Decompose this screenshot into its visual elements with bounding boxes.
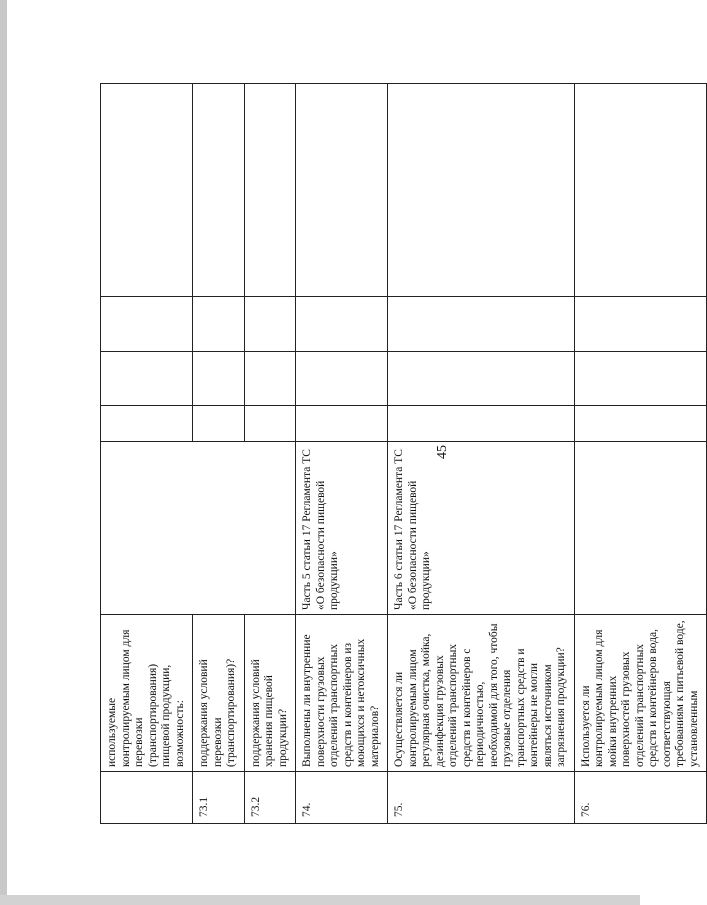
table-row (574, 84, 707, 824)
answer-cell-na (574, 297, 707, 352)
notes-cell (296, 84, 388, 297)
checklist-table-rotated (100, 84, 700, 824)
scan-edge-left (0, 0, 7, 905)
checklist-table-wrapper (100, 84, 700, 824)
answer-cell-no (193, 352, 245, 406)
answer-cell-na (388, 297, 575, 352)
answer-cell-yes (574, 406, 707, 442)
answer-cell-yes (193, 406, 245, 442)
answer-cell-na (244, 297, 296, 352)
answer-cell-no (388, 352, 575, 406)
answer-cell-yes (244, 406, 296, 442)
row-number: 73.1 (193, 772, 245, 824)
notes-cell (244, 84, 296, 297)
reference-text: Часть 5 статьи 17 Регламента ТС «О безопасности пищевой продукции» (296, 442, 388, 615)
table-row (101, 84, 193, 824)
answer-cell-na (101, 297, 193, 352)
row-number: 75. (388, 772, 575, 824)
notes-cell (101, 84, 193, 297)
answer-cell-no (101, 352, 193, 406)
notes-cell (193, 84, 245, 297)
table-row (388, 84, 575, 824)
answer-cell-na (193, 297, 245, 352)
question-text: Осуществляется ли контролируемым лицом регулярная очистка, мойка, дезинфекция грузовых отделений транспортных средств и контейнеров с периодичностью, необходимой для того, чтобы грузовые отделения транспортных средств и контейнеры не могли являться источником загрязнения продукции? (388, 615, 575, 772)
answer-cell-yes (388, 406, 575, 442)
row-number: 74. (296, 772, 388, 824)
row-number (101, 772, 193, 824)
question-text: поддержания условий перевозки (транспортирования)? (193, 615, 245, 772)
question-text: поддержания условий хранения пищевой продукции? (244, 615, 296, 772)
reference-text (101, 442, 296, 615)
reference-text: Часть 6 статьи 17 Регламента ТС «О безопасности пищевой продукции» (388, 442, 575, 615)
row-number: 76. (574, 772, 707, 824)
row-number: 73.2 (244, 772, 296, 824)
question-text: используемые контролируемым лицом для перевозки (транспортирования) пищевой продукции, возможность: (101, 615, 193, 772)
checklist-table (100, 83, 707, 824)
scan-edge-bottom (0, 895, 640, 905)
question-text: Выполнены ли внутренние поверхности грузовых отделений транспортных средств и контейнеров из моющихся и нетоксичных материалов? (296, 615, 388, 772)
answer-cell-no (574, 352, 707, 406)
answer-cell-no (244, 352, 296, 406)
notes-cell (388, 84, 575, 297)
reference-text (574, 442, 707, 615)
answer-cell-na (296, 297, 388, 352)
answer-cell-yes (101, 406, 193, 442)
answer-cell-yes (296, 406, 388, 442)
question-text: Используется ли контролируемым лицом для мойки внутренних поверхностей грузовых отделений транспортных средств и контейнеров вода, соответствующая требованиям к питьевой воде, установленным (574, 615, 707, 772)
notes-cell (574, 84, 707, 297)
answer-cell-no (296, 352, 388, 406)
page-number: 45 (435, 445, 450, 459)
table-row (296, 84, 388, 824)
